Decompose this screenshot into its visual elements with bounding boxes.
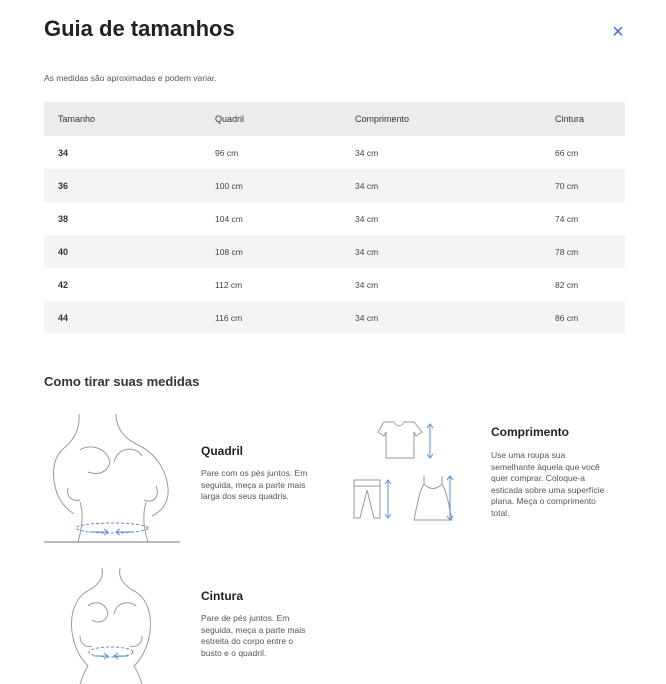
- cell-size: 44: [44, 301, 201, 334]
- cell-size: 36: [44, 169, 201, 202]
- waist-body-illustration: [44, 566, 184, 684]
- header-size: Tamanho: [44, 102, 201, 136]
- cell-length: 34 cm: [355, 213, 379, 224]
- size-table: [44, 102, 625, 334]
- cell-waist: 86 cm: [541, 301, 625, 334]
- cell-hip: 112 cm: [215, 279, 243, 290]
- table-row: [44, 235, 625, 268]
- close-icon[interactable]: ×: [612, 21, 624, 43]
- cell-waist: 74 cm: [555, 213, 579, 224]
- cell-length: 34 cm: [341, 235, 541, 268]
- header-length: Comprimento: [341, 102, 541, 136]
- cell-size: 38: [58, 213, 69, 224]
- cell-length: 34 cm: [341, 301, 541, 334]
- cell-waist: 66 cm: [555, 147, 579, 158]
- table-row: [44, 202, 625, 235]
- cell-length: 34 cm: [341, 169, 541, 202]
- cell-waist: 78 cm: [541, 235, 625, 268]
- table-header-row: [44, 102, 625, 136]
- waist-title: Cintura: [201, 589, 243, 603]
- cell-size: 34: [58, 147, 69, 158]
- cell-hip: 108 cm: [201, 235, 341, 268]
- cell-waist: 70 cm: [541, 169, 625, 202]
- page-title: Guia de tamanhos: [44, 16, 235, 41]
- cell-length: 34 cm: [355, 279, 379, 290]
- hip-title: Quadril: [201, 444, 244, 458]
- hip-description: Pare com os pés juntos. Em seguida, meça a parte mais larga dos seus quadris.: [201, 468, 308, 501]
- how-to-measure-title: Como tirar suas medidas: [44, 374, 200, 389]
- table-row: [44, 268, 625, 301]
- hip-body-illustration: [44, 410, 184, 545]
- disclaimer-note: As medidas são aproximadas e podem variar.: [44, 73, 217, 83]
- header-waist: Cintura: [541, 102, 625, 136]
- cell-waist: 82 cm: [555, 279, 579, 290]
- length-title: Comprimento: [491, 425, 569, 439]
- cell-size: 42: [58, 279, 69, 290]
- waist-description: Pare de pés juntos. Em seguida, meça a parte mais estreita do corpo entre o busto e o quadril.: [201, 613, 306, 658]
- garment-length-illustration: [348, 418, 458, 528]
- cell-size: 40: [44, 235, 201, 268]
- length-description: Use uma roupa sua semelhante àquela que você quer comprar. Coloque-a esticada sobre uma superfície plana. Meça o comprimento total.: [491, 450, 605, 518]
- cell-hip: 116 cm: [201, 301, 341, 334]
- table-row: [44, 301, 625, 334]
- cell-hip: 96 cm: [215, 147, 239, 158]
- table-row: [44, 169, 625, 202]
- table-row: [44, 136, 625, 169]
- cell-length: 34 cm: [355, 147, 379, 158]
- header-hip: Quadril: [201, 102, 341, 136]
- cell-hip: 100 cm: [201, 169, 341, 202]
- cell-hip: 104 cm: [215, 213, 243, 224]
